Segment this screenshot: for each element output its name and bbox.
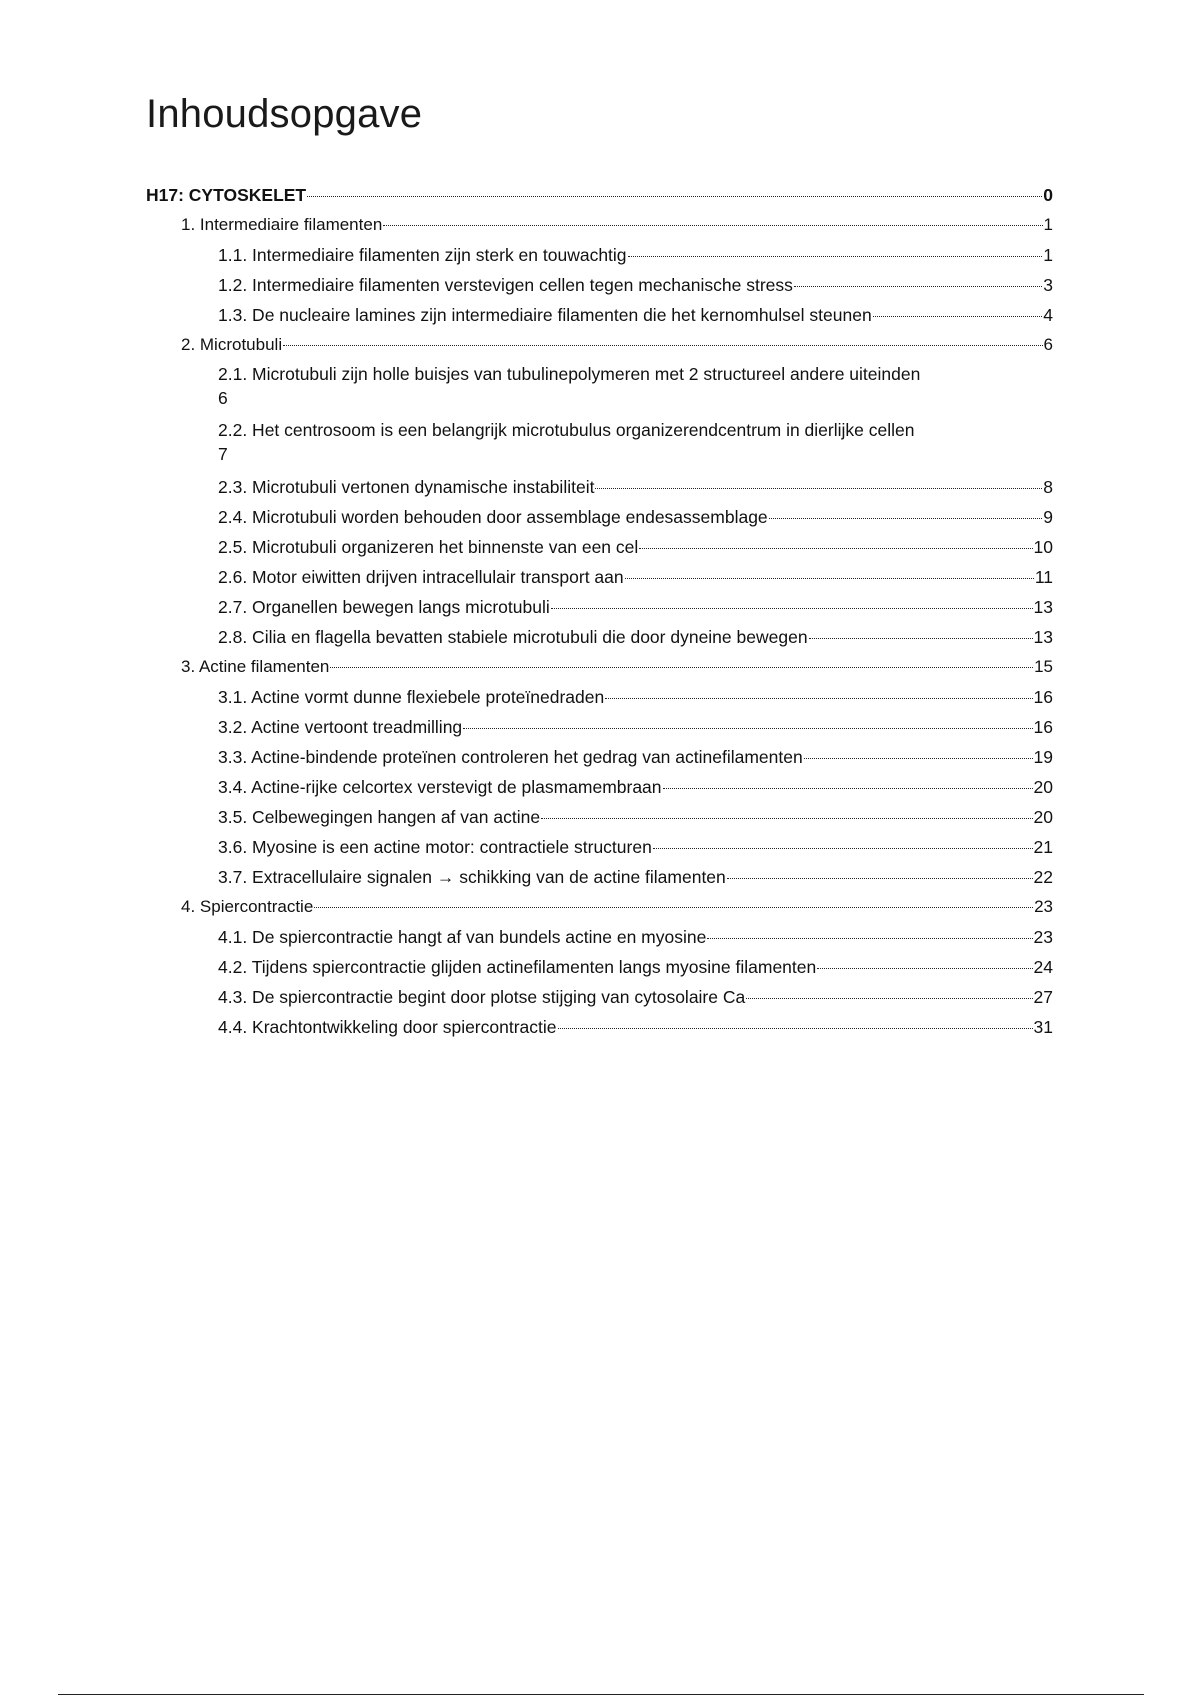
toc-entry[interactable] xyxy=(146,802,1053,832)
toc-entry-title: 1. Intermediaire filamenten xyxy=(181,215,383,234)
toc-entry[interactable] xyxy=(146,562,1053,592)
toc-entry-title: 2.8. Cilia en flagella bevatten stabiele microtubuli die door dyneine bewegen xyxy=(218,627,808,647)
toc-entry[interactable] xyxy=(146,360,1053,416)
toc-entry[interactable] xyxy=(146,922,1053,952)
toc-entry-page-number: 23 xyxy=(1034,897,1053,916)
toc-entry[interactable] xyxy=(146,622,1053,652)
toc-entry-page-number: 0 xyxy=(1043,185,1053,205)
toc-entry[interactable] xyxy=(146,502,1053,532)
toc-entry[interactable] xyxy=(146,592,1053,622)
toc-entry-page-number: 13 xyxy=(1033,627,1053,647)
toc-entry-page-number: 19 xyxy=(1033,747,1053,767)
toc-dot-leader xyxy=(809,638,1033,639)
toc-entry-page-number: 23 xyxy=(1033,927,1053,947)
toc-entry-title: 2.6. Motor eiwitten drijven intracellulair transport aan xyxy=(218,567,624,587)
toc-dot-leader xyxy=(804,758,1033,759)
toc-entry-page-number: 6 xyxy=(1043,335,1053,354)
toc-entry[interactable] xyxy=(146,210,1053,240)
toc-entry-page-number: 9 xyxy=(1043,507,1053,527)
toc-entry-title: 3.5. Celbewegingen hangen af van actine xyxy=(218,807,541,827)
toc-entry[interactable] xyxy=(146,330,1053,360)
toc-entry[interactable] xyxy=(146,742,1053,772)
toc-entry-page-number: 1 xyxy=(1043,215,1053,234)
toc-entry[interactable] xyxy=(146,240,1053,270)
toc-entry-title: 3.2. Actine vertoont treadmilling xyxy=(218,717,463,737)
toc-entry-title: 2. Microtubuli xyxy=(181,335,283,354)
toc-entry-title: 1.3. De nucleaire lamines zijn intermediaire filamenten die het kernomhulsel steunen xyxy=(218,305,872,325)
toc-entry-title: 4. Spiercontractie xyxy=(181,897,314,916)
toc-entry-title: 1.2. Intermediaire filamenten verstevigen cellen tegen mechanische stress xyxy=(218,275,793,295)
toc-entry-title: 3. Actine filamenten xyxy=(181,657,330,676)
toc-entry-page-number: 21 xyxy=(1033,837,1053,857)
toc-entry-title: 4.3. De spiercontractie begint door plotse stijging van cytosolaire Ca xyxy=(218,987,746,1007)
toc-dot-leader xyxy=(625,578,1034,579)
toc-entry-page-number: 16 xyxy=(1033,687,1053,707)
toc-entry-title: 3.4. Actine-rijke celcortex verstevigt de plasmamembraan xyxy=(218,777,662,797)
toc-entry[interactable] xyxy=(146,892,1053,922)
toc-entry-title: 4.4. Krachtontwikkeling door spiercontractie xyxy=(218,1017,557,1037)
toc-entry-title: 3.1. Actine vormt dunne flexiebele proteïnedraden xyxy=(218,687,605,707)
toc-entry-title: 4.1. De spiercontractie hangt af van bundels actine en myosine xyxy=(218,927,707,947)
toc-entry[interactable] xyxy=(146,270,1053,300)
page-title: Inhoudsopgave xyxy=(146,92,423,136)
toc-dot-leader xyxy=(769,518,1043,519)
toc-entry[interactable] xyxy=(146,472,1053,502)
toc-entry-page-number: 7 xyxy=(218,444,228,464)
toc-entry-title: 2.7. Organellen bewegen langs microtubuli xyxy=(218,597,550,617)
toc-dot-leader xyxy=(463,728,1032,729)
toc-entry-page-number: 20 xyxy=(1033,807,1053,827)
toc-dot-leader xyxy=(663,788,1033,789)
toc-entry-title: 2.4. Microtubuli worden behouden door assemblage endesassemblage xyxy=(218,507,768,527)
toc-entry-title: 2.2. Het centrosoom is een belangrijk microtubulus organizerendcentrum in dierlijke cellen xyxy=(218,420,915,440)
toc-dot-leader xyxy=(595,488,1042,489)
toc-dot-leader xyxy=(314,907,1033,908)
table-of-contents xyxy=(146,180,1053,1042)
toc-entry-page-number: 31 xyxy=(1033,1017,1053,1037)
toc-entry-title: 2.1. Microtubuli zijn holle buisjes van tubulinepolymeren met 2 structureel andere uiteinden xyxy=(218,364,921,384)
toc-entry[interactable] xyxy=(146,416,1053,472)
toc-entry-title: 3.7. Extracellulaire signalen → schikking van de actine filamenten xyxy=(218,867,726,887)
toc-entry-page-number: 11 xyxy=(1034,567,1053,587)
toc-entry[interactable] xyxy=(146,532,1053,562)
toc-dot-leader xyxy=(817,968,1032,969)
toc-entry-page-number: 27 xyxy=(1033,987,1053,1007)
toc-dot-leader xyxy=(558,1028,1033,1029)
toc-entry-page-number: 22 xyxy=(1033,867,1053,887)
toc-dot-leader xyxy=(628,256,1043,257)
toc-entry-page-number: 4 xyxy=(1043,305,1053,325)
toc-dot-leader xyxy=(794,286,1042,287)
toc-entry-page-number: 16 xyxy=(1033,717,1053,737)
toc-dot-leader xyxy=(707,938,1032,939)
toc-entry-title: 2.5. Microtubuli organizeren het binnenste van een cel xyxy=(218,537,639,557)
toc-entry-title: 4.2. Tijdens spiercontractie glijden actinefilamenten langs myosine filamenten xyxy=(218,957,817,977)
toc-entry-page-number: 10 xyxy=(1033,537,1053,557)
toc-dot-leader xyxy=(330,667,1033,668)
toc-entry[interactable] xyxy=(146,1012,1053,1042)
toc-entry-page-number: 15 xyxy=(1034,657,1053,676)
toc-entry[interactable] xyxy=(146,772,1053,802)
toc-dot-leader xyxy=(746,998,1032,999)
toc-entry-title: 1.1. Intermediaire filamenten zijn sterk en touwachtig xyxy=(218,245,627,265)
toc-entry[interactable] xyxy=(146,300,1053,330)
toc-entry[interactable] xyxy=(146,832,1053,862)
toc-entry[interactable] xyxy=(146,952,1053,982)
toc-dot-leader xyxy=(551,608,1033,609)
toc-entry[interactable] xyxy=(146,180,1053,210)
toc-entry-title: 2.3. Microtubuli vertonen dynamische instabiliteit xyxy=(218,477,595,497)
toc-dot-leader xyxy=(283,345,1042,346)
toc-entry-title: 3.6. Myosine is een actine motor: contractiele structuren xyxy=(218,837,652,857)
toc-dot-leader xyxy=(873,316,1043,317)
toc-entry-page-number: 1 xyxy=(1043,245,1053,265)
toc-entry[interactable] xyxy=(146,652,1053,682)
toc-entry-page-number: 8 xyxy=(1043,477,1053,497)
toc-dot-leader xyxy=(605,698,1032,699)
toc-dot-leader xyxy=(639,548,1032,549)
footer-divider xyxy=(58,1694,1144,1695)
toc-entry-title: 3.3. Actine-bindende proteïnen controleren het gedrag van actinefilamenten xyxy=(218,747,803,767)
toc-dot-leader xyxy=(383,225,1042,226)
toc-entry-page-number: 13 xyxy=(1033,597,1053,617)
toc-dot-leader xyxy=(727,878,1033,879)
toc-entry-page-number: 6 xyxy=(218,388,228,408)
toc-dot-leader xyxy=(307,196,1042,197)
toc-dot-leader xyxy=(653,848,1033,849)
toc-entry-page-number: 24 xyxy=(1033,957,1053,977)
toc-entry[interactable] xyxy=(146,982,1053,1012)
toc-entry-page-number: 20 xyxy=(1033,777,1053,797)
toc-entry[interactable] xyxy=(146,682,1053,712)
toc-entry[interactable] xyxy=(146,862,1053,892)
toc-entry[interactable] xyxy=(146,712,1053,742)
toc-entry-title: H17: CYTOSKELET xyxy=(146,185,307,205)
toc-entry-page-number: 3 xyxy=(1043,275,1053,295)
toc-dot-leader xyxy=(541,818,1032,819)
